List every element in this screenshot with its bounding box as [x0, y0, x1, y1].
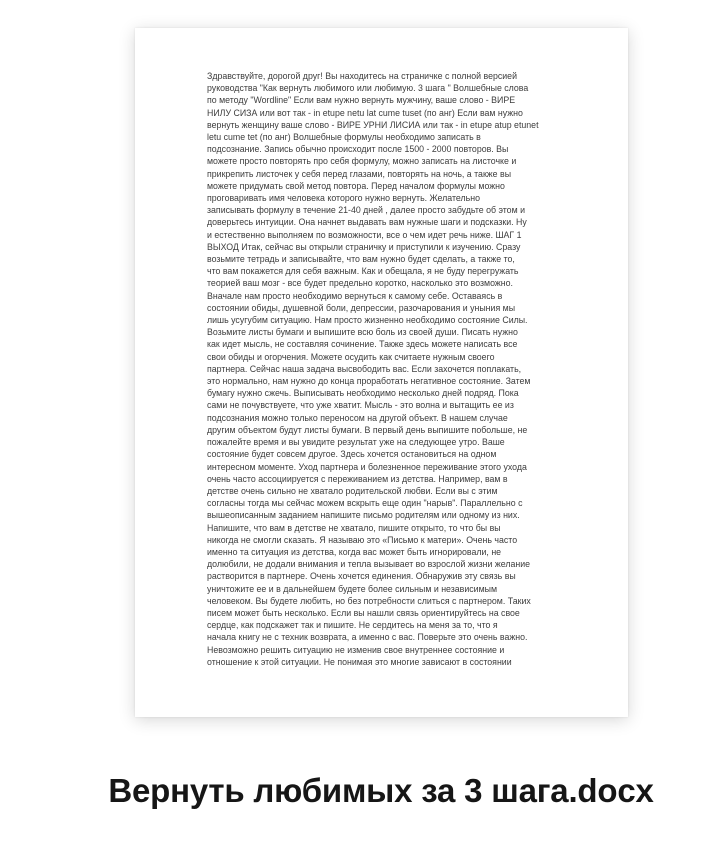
document-text-line: пожалейте время и вы увидите результат уже на следующее утро. Ваше: [207, 437, 505, 448]
document-page-preview[interactable]: [135, 28, 628, 717]
document-text-line: вернуть женщину ваше слово - ВИРЕ УРНИ ЛИСИА или так - in etupe atup etunet: [207, 119, 539, 130]
document-text-line: никогда не смогли сказать. Я называю это «Письмо к матери». Очень часто: [207, 534, 518, 545]
document-text-line: возьмите тетрадь и записывайте, что вам нужно будет сделать, а также то,: [207, 254, 515, 265]
document-text-line: Невозможно решить ситуацию не изменив свое внутреннее состояние и: [207, 644, 505, 655]
document-text-line: Напишите, что вам в детстве не хватало, пишите открыто, то что бы вы: [207, 522, 501, 533]
document-text-line: именно та ситуация из детства, когда вас может быть игнорировали, не: [207, 546, 502, 557]
document-text-line: прикрепить листочек у себя перед глазами, повторять на ночь, а также вы: [207, 168, 512, 179]
document-text-line: партнера. Сейчас наша задача высвободить вас. Если захочется поплакать,: [207, 363, 522, 374]
document-text-line: теорией ваш мозг - все будет предельно коротко, насколько это возможно.: [207, 278, 513, 289]
document-text-line: подсознание. Запись обычно происходит после 1500 - 2000 повторов. Вы: [207, 144, 509, 155]
document-text-line: проговаривать имя человека которого нужно вернуть. Желательно: [207, 193, 480, 204]
document-text-line: это нормально, нам нужно до конца проработать негативное состояние. Затем: [207, 376, 531, 387]
document-text-line: состояние будет совсем другое. Здесь хочется остановиться на одном: [207, 449, 497, 460]
document-text-block: [207, 70, 601, 668]
document-text-line: подсознания можно только переносом на другой объект. В нашем случае: [207, 412, 508, 423]
document-text-line: согласны тогда мы сейчас можем вскрыть еще один "нарыв". Параллельно с: [207, 498, 523, 509]
document-text-line: Вначале нам просто необходимо вернуться к самому себе. Оставаясь в: [207, 290, 503, 301]
document-text-line: детстве очень сильно не хватало родительской любви. Если вы с этим: [207, 485, 498, 496]
document-text-line: вышеописанным заданием напишите письмо родителям или одному из них.: [207, 510, 520, 521]
document-text-line: лишь усугубим ситуацию. Нам просто жизненно необходимо состояние Силы.: [207, 315, 528, 326]
document-text-line: как идет мысль, не составляя сочинение. Также здесь можете написать все: [207, 339, 518, 350]
document-text-line: letu cume tet (по анг) Волшебные формулы необходимо записать в: [207, 132, 481, 143]
document-text-line: записывать формулу в течение 21-40 дней , далее просто забудьте об этом и: [207, 205, 525, 216]
document-text-line: очень часто ассоциируется с переживанием из детства. Например, вам в: [207, 473, 508, 484]
document-text-line: можете просто повторять про себя формулу, можно записать на листочке и: [207, 156, 517, 167]
document-text-line: доверьтесь интуиции. Она начнет выдавать вам нужные шаги и подсказки. Ну: [207, 217, 527, 228]
document-text-line: долюбили, не додали внимания и тепла вызывает во взрослой жизни желание: [207, 559, 531, 570]
document-text-line: сердце, как подскажет так и пишите. Не сердитесь на меня за то, что я: [207, 620, 498, 631]
document-text-line: сами не почувствуете, что уже хватит. Мысль - это волна и вытащить ее из: [207, 400, 514, 411]
document-text-line: отношение к этой ситуации. Не понимая это многие зависают в состоянии: [207, 656, 512, 667]
document-text-line: другим объектом будут листы бумаги. В первый день выпишите побольше, не: [207, 424, 528, 435]
document-text-line: Возьмите листы бумаги и выпишите всю боль из своей души. Писать нужно: [207, 327, 518, 338]
file-caption: [0, 772, 720, 810]
document-text-line: человеком. Вы будете любить, но без потребности слиться с партнером. Таких: [207, 595, 531, 606]
document-text-line: начала книгу не с техник возврата, а именно с вас. Поверьте это очень важно.: [207, 632, 528, 643]
document-text-line: интересном моменте. Уход партнера и болезненное переживание этого ухода: [207, 461, 527, 472]
document-text-line: свои обиды и огорчения. Можете осудить как считаете нужным своего: [207, 351, 495, 362]
document-text-line: состоянии обиды, душевной боли, депрессии, разочарования и уныния мы: [207, 302, 516, 313]
document-text-line: и естественно выполняем по возможности, все о чем идет речь ниже. ШАГ 1: [207, 229, 522, 240]
document-text-line: ВЫХОД Итак, сейчас вы открыли страничку и приступили к изучению. Сразу: [207, 241, 521, 252]
document-text-line: что вам покажется для себя важным. Как и обещала, я не буду перегружать: [207, 266, 519, 277]
document-text-line: по методу "Wordline" Если вам нужно вернуть мужчину, ваше слово - ВИРЕ: [207, 95, 516, 106]
file-name-label: Вернуть любимых за 3 шага.docx: [108, 772, 654, 809]
document-text-line: НИЛУ СИЗА или вот так - in etupe netu lat cume tuset (по анг) Если вам нужно: [207, 107, 523, 118]
document-text-line: бумагу нужно сжечь. Выписывать необходимо несколько дней подряд. Пока: [207, 388, 519, 399]
document-text-line: Здравствуйте, дорогой друг! Вы находитесь на страничке с полной версией: [207, 71, 517, 81]
document-text-line: уничтожите ее и в дальнейшем будете более сильным и независимым: [207, 583, 498, 594]
document-text-line: растворится в партнере. Очень хочется единения. Обнаружив эту связь вы: [207, 571, 516, 582]
document-text-line: можете придумать свой метод повтора. Перед началом формулы можно: [207, 180, 505, 191]
document-text-line: руководства "Как вернуть любимого или любимую. 3 шага " Волшебные слова: [207, 83, 529, 94]
document-text-line: писем может быть несколько. Если вы нашли связь ориентируйтесь на свое: [207, 607, 520, 618]
